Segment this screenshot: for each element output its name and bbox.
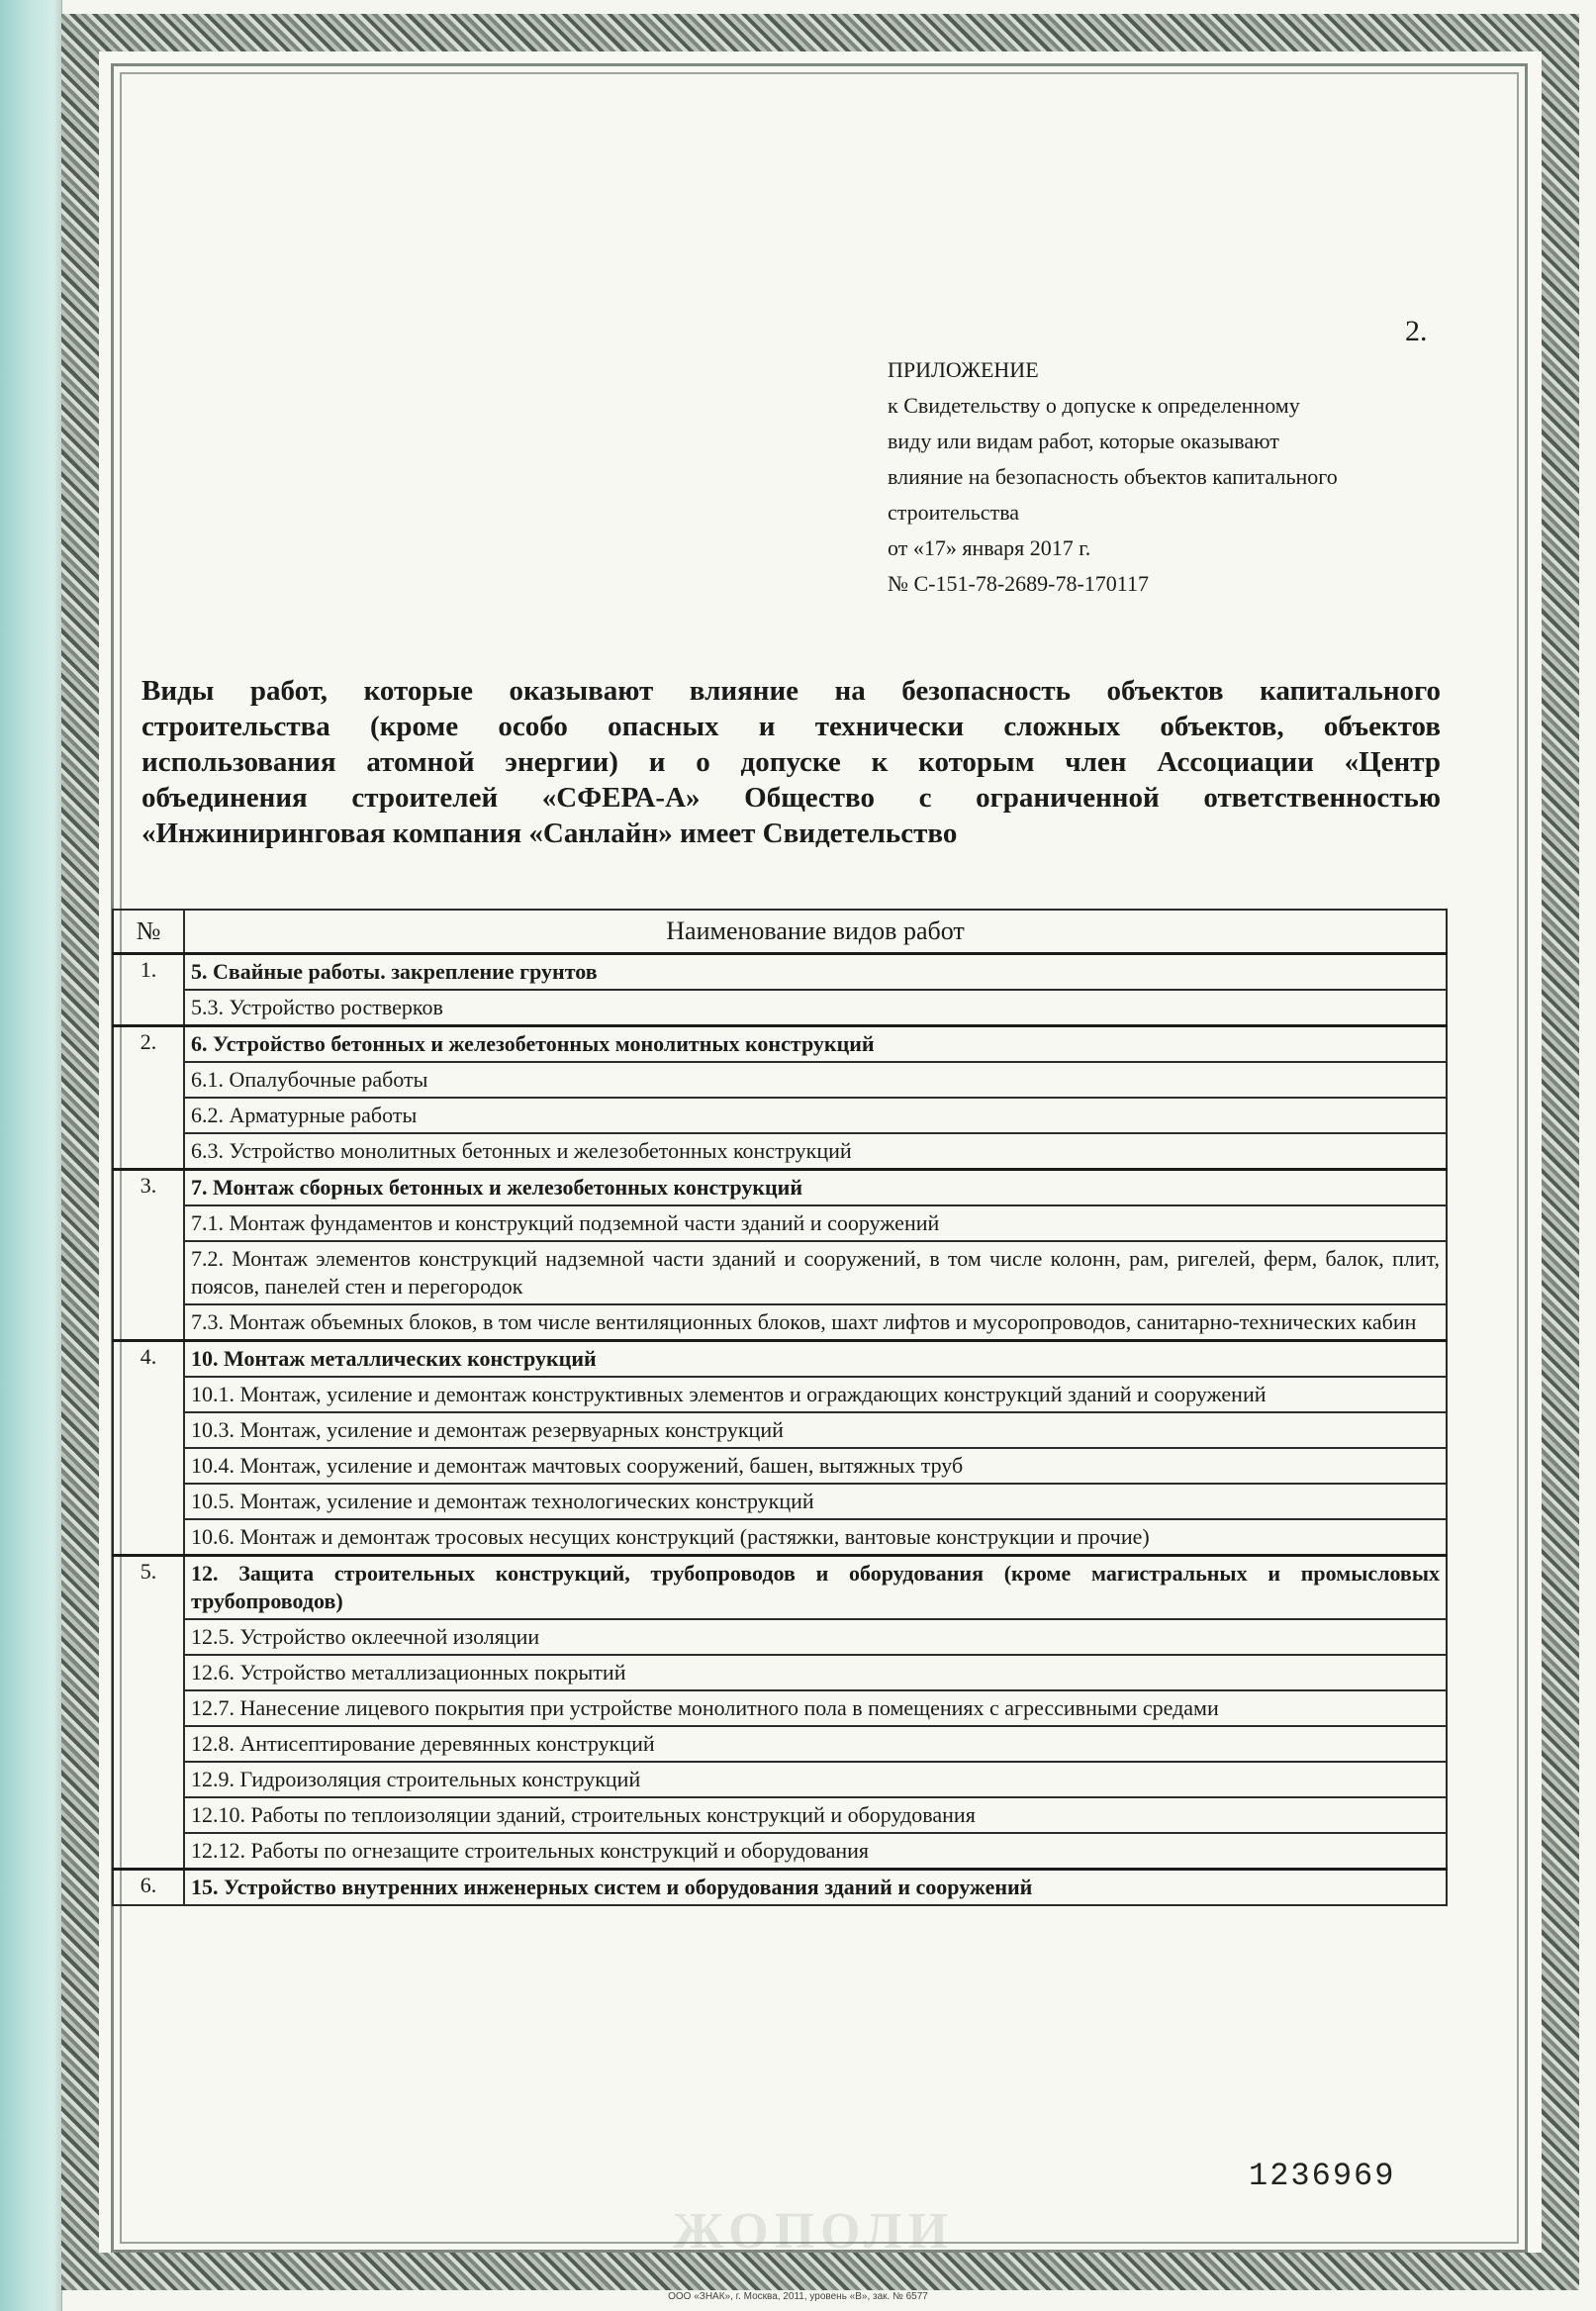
serial-number: 1236969 (1249, 2158, 1396, 2194)
heading-line: «Инжиниринговая компания «Санлайн» имеет Свидетельство (141, 818, 958, 849)
group-number: 4. (113, 1341, 184, 1556)
appendix-line: к Свидетельству о допуске к определенному (888, 393, 1300, 418)
group-title: 5. Свайные работы. закрепление грунтов (184, 954, 1447, 991)
group-number: 6. (113, 1870, 184, 1906)
group-number: 5. (113, 1556, 184, 1870)
table-row (113, 1170, 1447, 1206)
heading-line: объединения строителей «СФЕРА-А» Общество с ограниченной ответственностью (141, 782, 1441, 814)
table-row (113, 1484, 1447, 1519)
group-title: 6. Устройство бетонных и железобетонных монолитных конструкций (184, 1026, 1447, 1063)
table-row (113, 1377, 1447, 1412)
table-row (113, 1655, 1447, 1690)
work-item: 10.5. Монтаж, усиление и демонтаж технологических конструкций (184, 1484, 1447, 1519)
work-item: 12.7. Нанесение лицевого покрытия при устройстве монолитного пола в помещениях с агрессивными средами (184, 1690, 1447, 1726)
work-item: 6.3. Устройство монолитных бетонных и железобетонных конструкций (184, 1133, 1447, 1170)
document-heading (141, 673, 1441, 851)
work-item: 12.12. Работы по огнезащите строительных конструкций и оборудования (184, 1833, 1447, 1870)
work-item: 10.1. Монтаж, усиление и демонтаж конструктивных элементов и ограждающих конструкций зданий и сооружений (184, 1377, 1447, 1412)
adjacent-page-edge (0, 0, 62, 2311)
group-number: 1. (113, 954, 184, 1026)
work-item: 10.3. Монтаж, усиление и демонтаж резервуарных конструкций (184, 1412, 1447, 1448)
group-number: 2. (113, 1026, 184, 1170)
watermark: ЖОПОЛИ (673, 2203, 955, 2260)
table-row (113, 1870, 1447, 1906)
appendix-line: виду или видам работ, которые оказывают (888, 429, 1279, 453)
appendix-title: ПРИЛОЖЕНИЕ (888, 357, 1039, 382)
heading-line: использования атомной энергии) и о допуске к которым член Ассоциации «Центр (141, 746, 1441, 778)
appendix-line: строительства (888, 500, 1020, 525)
table-row (113, 1519, 1447, 1556)
table-row (113, 1690, 1447, 1726)
table-row (113, 1619, 1447, 1655)
table-header-row (113, 910, 1447, 954)
table-row (113, 954, 1447, 991)
work-item: 12.5. Устройство оклеечной изоляции (184, 1619, 1447, 1655)
table-row (113, 1241, 1447, 1304)
heading-line: Виды работ, которые оказывают влияние на безопасность объектов капитального (141, 675, 1441, 707)
appendix-line: от «17» января 2017 г. (888, 535, 1091, 560)
work-item: 12.10. Работы по теплоизоляции зданий, строительных конструкций и оборудования (184, 1797, 1447, 1833)
work-item: 5.3. Устройство ростверков (184, 990, 1447, 1026)
table-row (113, 1341, 1447, 1378)
heading-line: строительства (кроме особо опасных и технически сложных объектов, объектов (141, 711, 1441, 742)
table-row (113, 1205, 1447, 1241)
table-row (113, 1762, 1447, 1797)
column-header-number: № (113, 910, 184, 954)
group-title: 15. Устройство внутренних инженерных систем и оборудования зданий и сооружений (184, 1870, 1447, 1906)
work-item: 7.2. Монтаж элементов конструкций надземной части зданий и сооружений, в том числе колонн, рам, ригелей, ферм, балок, плит, поясов, панелей стен и перегородок (184, 1241, 1447, 1304)
work-item: 7.3. Монтаж объемных блоков, в том числе вентиляционных блоков, шахт лифтов и мусоропроводов, санитарно-технических кабин (184, 1304, 1447, 1341)
work-item: 10.6. Монтаж и демонтаж тросовых несущих конструкций (растяжки, вантовые конструкции и прочие) (184, 1519, 1447, 1556)
work-item: 10.4. Монтаж, усиление и демонтаж мачтовых сооружений, башен, вытяжных труб (184, 1448, 1447, 1484)
page-number: 2. (1405, 315, 1428, 347)
work-item: 7.1. Монтаж фундаментов и конструкций подземной части зданий и сооружений (184, 1205, 1447, 1241)
work-item: 12.8. Антисептирование деревянных конструкций (184, 1726, 1447, 1762)
table-row (113, 1133, 1447, 1170)
appendix-line: влияние на безопасность объектов капитального (888, 464, 1338, 489)
work-item: 12.9. Гидроизоляция строительных конструкций (184, 1762, 1447, 1797)
group-title: 12. Защита строительных конструкций, трубопроводов и оборудования (кроме магистральных и промысловых трубопроводов) (184, 1556, 1447, 1620)
table-row (113, 1412, 1447, 1448)
group-number: 3. (113, 1170, 184, 1341)
table-row (113, 1026, 1447, 1063)
group-title: 7. Монтаж сборных бетонных и железобетонных конструкций (184, 1170, 1447, 1206)
group-title: 10. Монтаж металлических конструкций (184, 1341, 1447, 1378)
column-header-name: Наименование видов работ (184, 910, 1447, 954)
table-row (113, 1062, 1447, 1098)
works-table (112, 909, 1448, 1906)
appendix-block (888, 352, 1442, 602)
table-row (113, 1448, 1447, 1484)
work-item: 6.2. Арматурные работы (184, 1098, 1447, 1133)
work-item: 12.6. Устройство металлизационных покрытий (184, 1655, 1447, 1690)
table-row (113, 1833, 1447, 1870)
table-row (113, 1098, 1447, 1133)
printer-imprint: ООО «ЗНАК», г. Москва, 2011, уровень «В», зак. № 6577 (668, 2291, 928, 2302)
table-row (113, 990, 1447, 1026)
work-item: 6.1. Опалубочные работы (184, 1062, 1447, 1098)
table-row (113, 1556, 1447, 1620)
works-table-body (113, 954, 1447, 1906)
table-row (113, 1304, 1447, 1341)
appendix-line: № С-151-78-2689-78-170117 (888, 571, 1149, 596)
table-row (113, 1797, 1447, 1833)
table-row (113, 1726, 1447, 1762)
